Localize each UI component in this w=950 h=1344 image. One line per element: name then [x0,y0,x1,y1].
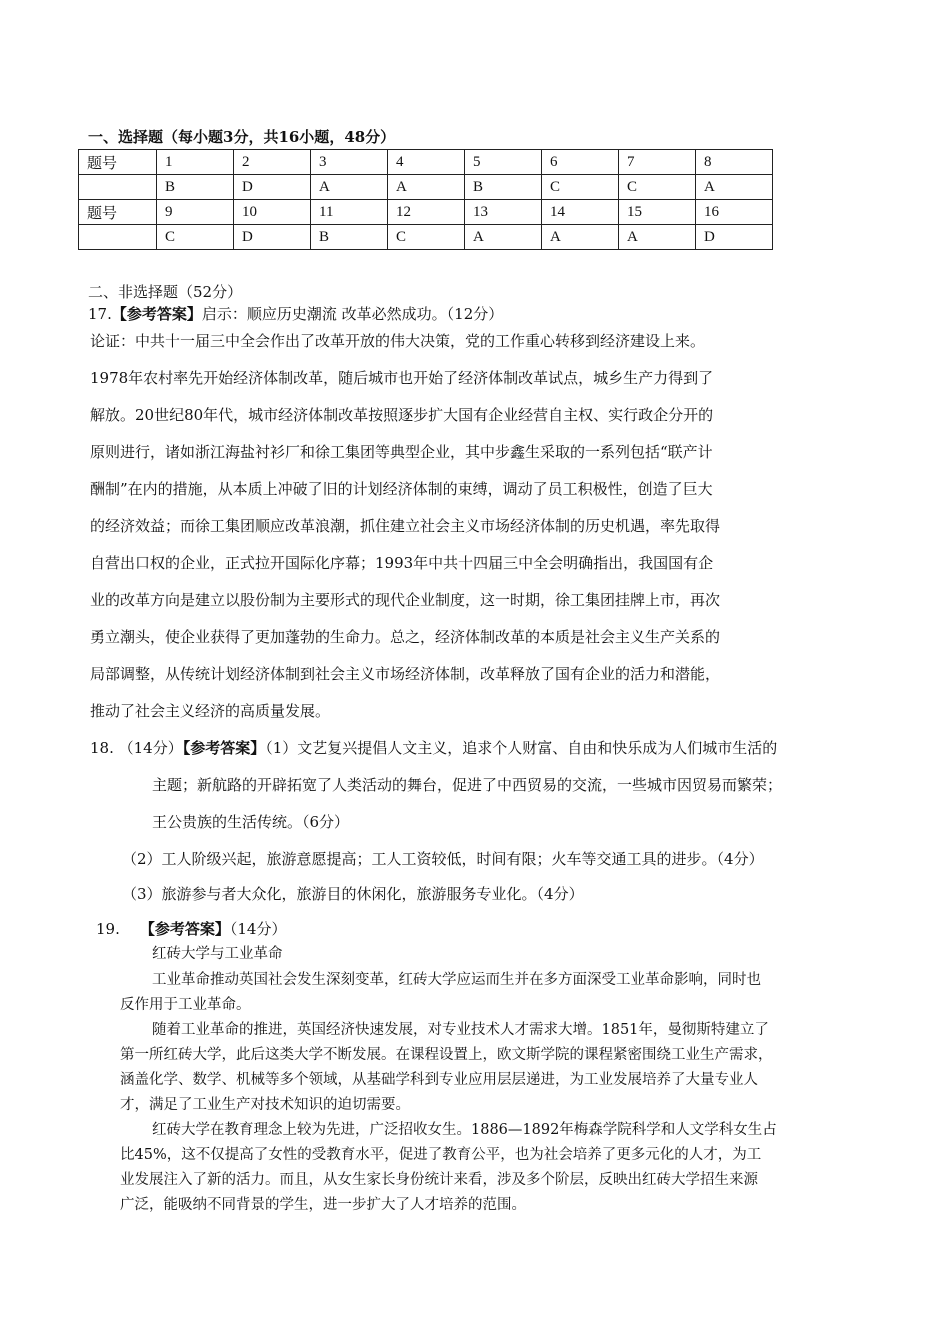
answer-table-cell: 7 [619,150,696,175]
q17-line: 原则进行，诸如浙江海盐衬衫厂和徐工集团等典型企业，其中步鑫生采取的一系列包括“联产计 [90,443,713,461]
q17-line: 勇立潮头，使企业获得了更加蓬勃的生命力。总之，经济体制改革的本质是社会主义生产关系的 [90,628,721,646]
q19-line: 比45%，这不仅提高了女性的受教育水平，促进了教育公平，也为社会培养了更多元化的人才，为工 [120,1147,762,1163]
q17-line: 论证：中共十一届三中全会作出了改革开放的伟大决策，党的工作重心转移到经济建设上来。 [90,332,706,350]
q19-header [96,919,286,939]
answer-table-cell: 2 [234,150,311,175]
q18-line: 主题；新航路的开辟拓宽了人类活动的舞台，促进了中西贸易的交流，一些城市因贸易而繁荣； [152,776,783,794]
q18-prefix: 18. （14分） [90,739,183,757]
answer-table-cell: D [234,175,311,200]
q18-part1-start: （1）文艺复兴提倡人文主义，追求个人财富、自由和快乐成为人们城市生活的 [265,739,778,757]
q19-line: 第一所红砖大学，此后这类大学不断发展。在课程设置上，欧文斯学院的课程紧密围绕工业生产需求， [120,1047,773,1063]
q17-answer-label: 【参考答案】 [111,305,202,323]
answer-table-row [79,175,773,200]
q18-line: （2）工人阶级兴起，旅游意愿提高；工人工资较低，时间有限；火车等交通工具的进步。（4分） [122,850,764,868]
answer-table-cell: A [542,225,619,250]
answer-table-cell: 12 [388,200,465,225]
q18-answer-label: 【参考答案】 [182,739,266,757]
answer-table-cell: C [542,175,619,200]
q19-line: 才，满足了工业生产对技术知识的迫切需要。 [120,1097,410,1113]
q17-line: 的经济效益；而徐工集团顺应改革浪潮，抓住建立社会主义市场经济体制的历史机遇，率先取得 [90,517,721,535]
q19-answer-label: 【参考答案】 [139,920,230,938]
section2-title: 二、非选择题（52分） [88,283,243,301]
answer-table-cell: C [619,175,696,200]
section1-title: 一、选择题（每小题3分，共16小题，48分） [88,128,396,146]
answer-table-row [79,150,773,175]
answer-table-cell [79,225,157,250]
q17-header [88,304,503,324]
answer-table-cell: A [388,175,465,200]
answer-table-cell: 11 [311,200,388,225]
q18-line: （3）旅游参与者大众化，旅游目的休闲化，旅游服务专业化。（4分） [122,885,584,903]
q17-line: 局部调整，从传统计划经济体制到社会主义市场经济体制，改革释放了国有企业的活力和潜能， [90,665,721,683]
q17-line: 推动了社会主义经济的高质量发展。 [90,702,331,720]
q17-line: 1978年农村率先开始经济体制改革，随后城市也开始了经济体制改革试点，城乡生产力得到了 [90,369,714,387]
answer-table-cell: 题号 [79,200,157,225]
answer-table-cell: C [157,225,234,250]
answer-table-cell: 3 [311,150,388,175]
answer-table-cell: 6 [542,150,619,175]
answer-table-cell: A [465,225,542,250]
q19-line: 业发展注入了新的活力。而且，从女生家长身份统计来看，涉及多个阶层，反映出红砖大学招生来源 [120,1172,758,1188]
answer-table-cell: A [311,175,388,200]
q19-line: 随着工业革命的推进，英国经济快速发展，对专业技术人才需求大增。1851年，曼彻斯特建立了 [152,1022,769,1038]
answer-table-cell: B [311,225,388,250]
q17-hint: 启示：顺应历史潮流 改革必然成功。（12分） [201,305,504,323]
answer-table-cell: 题号 [79,150,157,175]
answer-table-cell: 15 [619,200,696,225]
q19-prefix: 19. [96,920,120,938]
q19-line: 红砖大学在教育理念上较为先进，广泛招收女生。1886—1892年梅森学院科学和人文学科女生占 [152,1122,777,1138]
answer-table-cell: B [157,175,234,200]
answer-table-cell: A [696,175,773,200]
q17-line: 酬制”在内的措施，从本质上冲破了旧的计划经济体制的束缚，调动了员工积极性，创造了巨大 [90,480,713,498]
q17-line: 业的改革方向是建立以股份制为主要形式的现代企业制度，这一时期，徐工集团挂牌上市，再次 [90,591,721,609]
answer-table-cell: 10 [234,200,311,225]
q18-line: 王公贵族的生活传统。（6分） [152,813,350,831]
answer-table-row [79,200,773,225]
answer-table-cell: C [388,225,465,250]
answer-table-cell: D [696,225,773,250]
answer-table [78,149,773,250]
answer-table-cell: 14 [542,200,619,225]
answer-table-row [79,225,773,250]
answer-table-cell: 16 [696,200,773,225]
q19-score: （14分） [229,920,287,938]
answer-table-cell: A [619,225,696,250]
answer-table-cell: 8 [696,150,773,175]
answer-table-cell [79,175,157,200]
answer-table-cell: 5 [465,150,542,175]
answer-table-cell: 9 [157,200,234,225]
q19-line: 反作用于工业革命。 [120,997,251,1013]
q19-line: 工业革命推动英国社会发生深刻变革，红砖大学应运而生并在多方面深受工业革命影响，同时也 [152,972,761,988]
answer-table-cell: 1 [157,150,234,175]
q19-line: 广泛，能吸纳不同背景的学生，进一步扩大了人才培养的范围。 [120,1197,526,1213]
q17-prefix: 17. [88,305,112,323]
q17-line: 自营出口权的企业，正式拉开国际化序幕；1993年中共十四届三中全会明确指出，我国国有企 [90,554,714,572]
q19-line: 涵盖化学、数学、机械等多个领域，从基础学科到专业应用层层递进，为工业发展培养了大量专业人 [120,1072,758,1088]
answer-table-cell: B [465,175,542,200]
answer-table-cell: 4 [388,150,465,175]
q19-essay-title: 红砖大学与工业革命 [152,946,283,962]
answer-table-cell: 13 [465,200,542,225]
q17-line: 解放。20世纪80年代，城市经济体制改革按照逐步扩大国有企业经营自主权、实行政企分开的 [90,406,714,424]
q18-header [90,738,777,758]
answer-table-cell: D [234,225,311,250]
